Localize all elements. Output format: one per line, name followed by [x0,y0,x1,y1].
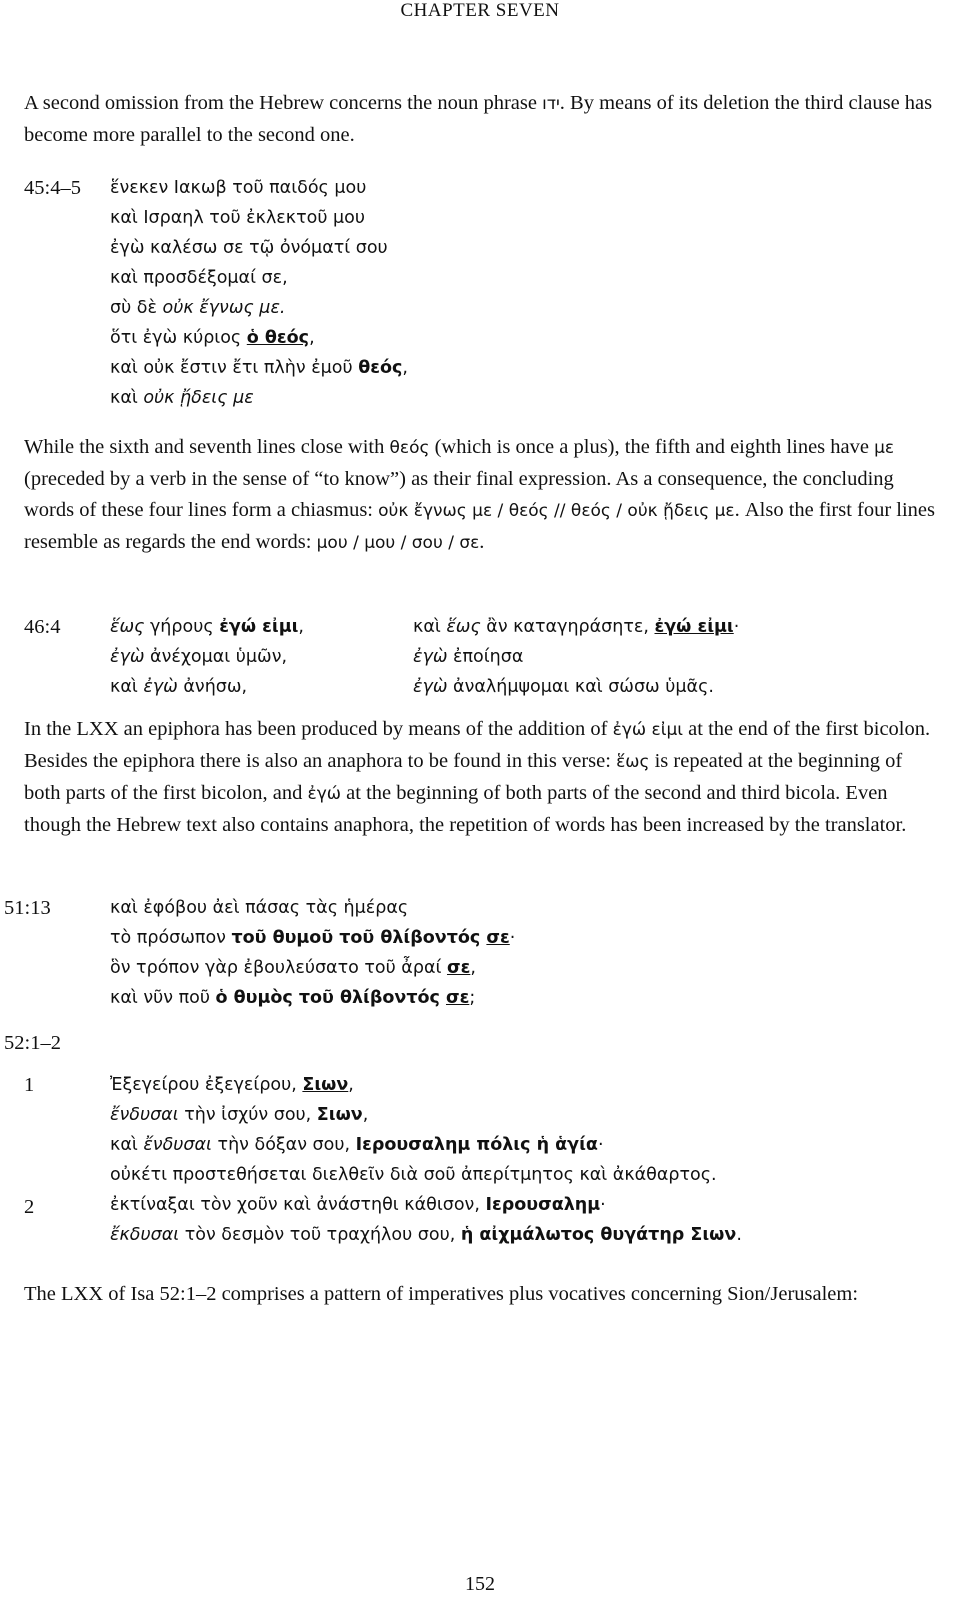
verse-number-1: 1 [24,1074,35,1096]
text: · [597,1135,604,1155]
verse-line [110,672,304,702]
verse-line: οὐκέτι προστεθήσεται διελθεῖν διὰ σοῦ ἀπερίτμητος καὶ ἀκάθαρτος. [110,1165,717,1185]
verse-line [110,983,515,1013]
verse-ref-51: 51:13 [4,897,51,919]
italic-text: ἐγὼ [110,647,145,667]
text: τὸν δεσμὸν τοῦ τραχήλου σου, [179,1225,461,1245]
text: (which is once a plus), the fifth and eighth lines have [429,436,875,458]
text: at the end of the first bicolon. Besides the epiphora there is also an anaphora to be found in this verse: [24,718,931,772]
bold-underlined-text: ὁ θεός [246,328,310,348]
paragraph-omission [24,88,936,151]
text: Ἐξεγείρου ἐξεγείρου, [110,1075,303,1095]
verse-line [110,293,408,323]
bold-text: τοῦ θυμοῦ τοῦ θλίβοντός [231,928,487,948]
italic-text: ἐγὼ [143,677,178,697]
greek-text: οὐκ ἔγνως με / θεός // θεός / οὐκ ᾔδεις με [378,501,735,521]
verse-line [110,323,408,353]
text: . [736,1225,742,1245]
greek-text: ἕως [616,752,650,772]
text: The [24,1283,61,1305]
verse-block-51 [110,893,515,1013]
verse-block-46-right [413,612,739,702]
italic-text: ἕως [446,617,481,637]
text: is repeated at the beginning of both parts of the first bicolon, and [24,750,903,804]
verse-line [110,1190,742,1220]
text: at the beginning of both parts of the second and third bicola. Even though the Hebrew text also contains anaphora, the repetition of words has been increased by the translator. [24,782,907,836]
bold-underlined-text: ἐγώ εἰμι [654,617,734,637]
bold-text: Σιων [316,1105,363,1125]
verse-line [110,612,304,642]
text: ὃν τρόπον γὰρ ἐβουλεύσατο τοῦ ἆραί [110,958,447,978]
lxx-abbrev: LXX [76,718,119,740]
bold-text: ἐγώ εἰμι [219,617,299,637]
bold-underlined-text: σε [446,958,471,978]
text: an epiphora has been produced by means of the addition of [118,718,613,740]
greek-text: με [874,438,895,458]
verse-line [413,672,739,702]
italic-text: οὐκ ᾔδεις με [143,388,254,408]
italic-text: ἔνδυσαι [110,1105,179,1125]
bold-underlined-text: σε [445,988,470,1008]
bold-text: Ιερουσαλημ πόλις ἡ ἁγία [355,1135,598,1155]
verse-line [110,1070,742,1100]
verse-line [110,642,304,672]
verse-line: καὶ ἐφόβου ἀεὶ πάσας τὰς ἡμέρας [110,898,409,918]
text: καὶ [110,1135,144,1155]
verse-line: καὶ Ισραηλ τοῦ ἐκλεκτοῦ μου [110,208,365,228]
italic-text: ἔκδυσαι [110,1225,180,1245]
verse-line [413,642,739,672]
verse-number-2: 2 [24,1196,35,1218]
hebrew-phrase: ידו [542,94,560,114]
text: καὶ [413,617,447,637]
text: · [600,1195,606,1215]
verse-line: ἐγὼ καλέσω σε τῷ ὀνόματί σου [110,238,388,258]
bold-underlined-text: σε [486,928,510,948]
text: , [402,358,408,378]
verse-line: ἕνεκεν Ιακωβ τοῦ παιδός μου [110,178,367,198]
running-header: CHAPTER SEVEN [400,0,560,21]
bold-underlined-text: Σιων [302,1075,349,1095]
text: , [362,1105,369,1125]
paragraph-imperatives [24,1279,936,1310]
text: ἀνήσω, [177,677,248,697]
italic-text: ἐγὼ [413,677,448,697]
text: · [733,617,740,637]
italic-text: ἔνδυσαι [143,1135,212,1155]
text: ; [469,988,476,1008]
text: τὴν δόξαν σου, [211,1135,356,1155]
lxx-abbrev: LXX [61,1283,104,1305]
italic-text: οὐκ ἔγνως με. [162,298,286,318]
bold-text: ἡ αἰχμάλωτος θυγάτηρ Σιων [460,1225,737,1245]
italic-text: ἐγὼ [413,647,448,667]
greek-text: ἐγώ εἰμι [612,720,684,740]
text: σὺ δὲ [110,298,163,318]
greek-text: μου / μου / σου / σε [316,533,480,553]
italic-text: ἕως [110,617,145,637]
verse-line [110,383,408,413]
verse-block-46-left [110,612,304,702]
verse-line [110,923,515,953]
page-number: 152 [465,1573,495,1595]
paragraph-chiasmus [24,432,936,559]
text: , [470,958,476,978]
text: . By means of its deletion the third clause has become more parallel to the second one. [24,92,933,146]
verse-ref-52: 52:1–2 [4,1032,61,1054]
text: ἐποίησα [447,647,524,667]
greek-text: ἐγώ [307,784,342,804]
paragraph-epiphora [24,714,936,841]
text: , [309,328,315,348]
verse-block-52 [110,1070,742,1250]
greek-text: θεός [389,438,430,458]
text: ἀναλήμψομαι καὶ σώσω ὑμᾶς. [447,677,714,697]
text: . [479,531,485,553]
verse-block-45 [110,173,408,413]
text: καὶ οὐκ ἔστιν ἔτι πλὴν ἐμοῦ [110,358,359,378]
text: ἀνέχομαι ὑμῶν, [144,647,288,667]
text: καὶ [110,677,144,697]
text: , [298,617,304,637]
verse-ref-46: 46:4 [24,616,61,638]
verse-line [110,1220,742,1250]
verse-ref-45: 45:4–5 [24,177,81,199]
bold-text: Ιερουσαλημ [485,1195,601,1215]
text: ἂν καταγηράσητε, [480,617,655,637]
text: τὴν ἰσχύν σου, [178,1105,317,1125]
bold-text: θεός [358,358,403,378]
text: of Isa 52:1–2 comprises a pattern of imperatives plus vocatives concerning Sion/Jerusalem: [103,1283,859,1305]
text: (preceded by a verb in the sense of “to know”) as their final expression. As a consequence, the concluding words of these four lines form a chiasmus: [24,468,894,521]
verse-line: καὶ προσδέξομαί σε, [110,268,288,288]
text: καὶ νῦν ποῦ [110,988,216,1008]
text: , [348,1075,354,1095]
text: · [509,928,516,948]
verse-line [110,953,515,983]
verse-line [110,353,408,383]
text: A second omission from the Hebrew concerns the noun phrase [24,92,543,114]
text: In the [24,718,77,740]
text: ἐκτίναξαι τὸν χοῦν καὶ ἀνάστηθι κάθισον, [110,1195,486,1215]
text: ὅτι ἐγὼ κύριος [110,328,247,348]
text: καὶ [110,388,144,408]
verse-line [110,1100,742,1130]
text: γήρους [144,617,220,637]
text: τὸ πρόσωπον [110,928,232,948]
text: While the sixth and seventh lines close with [24,436,390,458]
verse-line [110,1130,742,1160]
text: . Also the first four lines resemble as regards the end words: [24,499,936,553]
verse-line [413,612,739,642]
bold-text: ὁ θυμὸς τοῦ θλίβοντός [215,988,446,1008]
